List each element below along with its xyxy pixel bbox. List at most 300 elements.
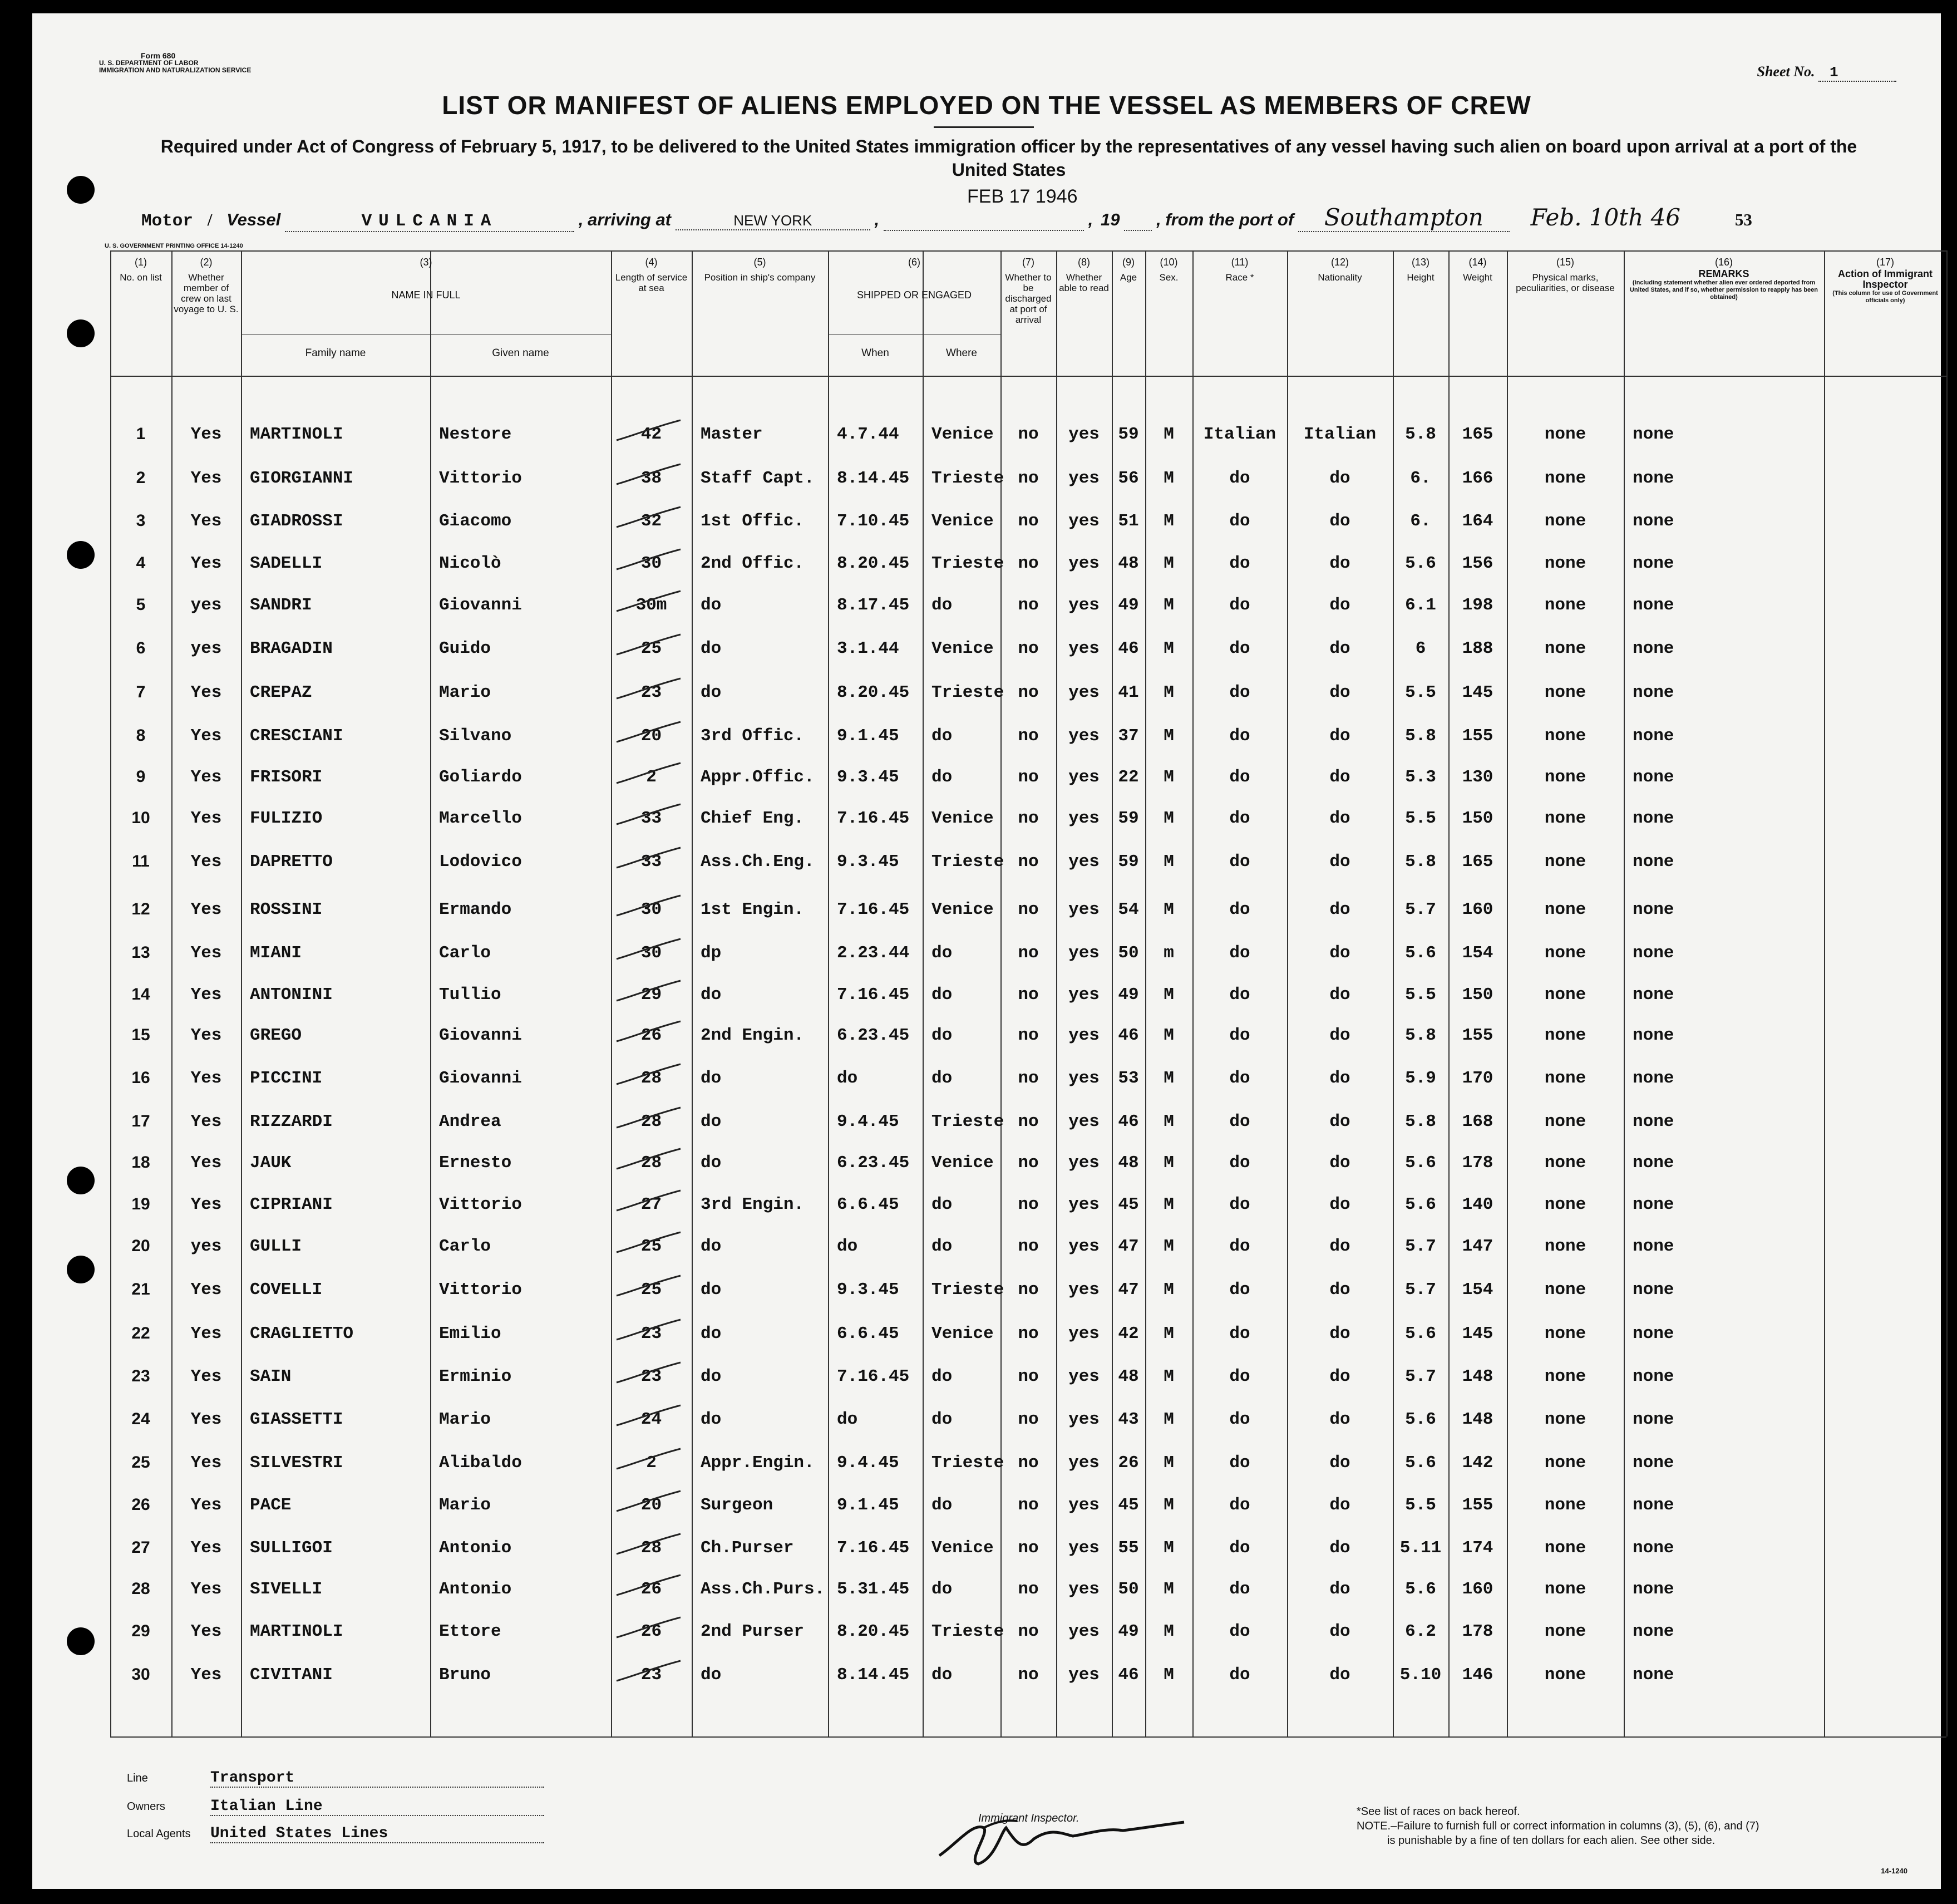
table-cell: Yes — [190, 683, 222, 702]
table-cell: 9.1.45 — [837, 1495, 899, 1515]
column-rule — [241, 250, 242, 1736]
form-identifier — [99, 52, 251, 74]
table-cell: none — [1544, 511, 1586, 531]
table-cell: Ass.Ch.Purs. — [701, 1580, 825, 1599]
table-cell: none — [1544, 900, 1586, 919]
table-cell: do — [1329, 1622, 1350, 1641]
column-label: NAME IN FULL — [391, 289, 461, 301]
column-rule — [828, 250, 829, 1736]
table-cell: ROSSINI — [250, 900, 323, 919]
pencil-check-mark — [614, 1490, 686, 1512]
column-rule — [923, 250, 924, 1736]
column-header — [613, 257, 689, 293]
table-cell: 7.16.45 — [837, 985, 910, 1005]
table-cell: M — [1164, 726, 1174, 746]
table-cell: 5.6 — [1405, 1410, 1436, 1429]
table-cell: yes — [1068, 1112, 1100, 1131]
table-cell: 9.1.45 — [837, 726, 899, 746]
punch-hole — [67, 1627, 95, 1655]
table-cell: do — [931, 1495, 953, 1515]
table-cell: do — [1229, 809, 1250, 828]
table-cell: none — [1633, 1622, 1674, 1641]
table-cell: no — [1018, 1538, 1039, 1558]
table-cell: GIASSETTI — [250, 1410, 343, 1429]
table-cell: none — [1633, 943, 1674, 963]
table-cell: Antonio — [439, 1538, 512, 1558]
table-cell: none — [1633, 1410, 1674, 1429]
table-cell: none — [1544, 1112, 1586, 1131]
table-cell: 7.16.45 — [837, 1367, 910, 1386]
table-cell: 56 — [1118, 469, 1139, 488]
table-cell: 165 — [1462, 852, 1493, 872]
column-label: Sex. — [1159, 272, 1179, 283]
column-note: (Including statement whether alien ever ordered deported from United States, and if so, whether permission to reapply has been obtained) — [1629, 279, 1818, 301]
table-cell: yes — [190, 596, 222, 615]
column-rule — [430, 250, 431, 1736]
table-cell: 2nd Offic. — [701, 554, 805, 573]
table-cell: 178 — [1462, 1622, 1493, 1641]
table-cell: 5.6 — [1405, 943, 1436, 963]
table-cell: 142 — [1462, 1453, 1493, 1473]
table-cell: Yes — [190, 943, 222, 963]
table-cell: 20 — [131, 1237, 150, 1255]
column-label: Action of Immigrant Inspector — [1838, 268, 1933, 290]
table-cell: do — [1229, 683, 1250, 702]
table-cell: Yes — [190, 469, 222, 488]
table-cell: no — [1018, 1453, 1039, 1473]
table-cell: Surgeon — [701, 1495, 773, 1515]
table-cell: none — [1544, 1622, 1586, 1641]
table-cell: none — [1633, 469, 1674, 488]
column-header — [1289, 257, 1391, 283]
title-divider — [934, 126, 1034, 128]
column-label: Age — [1120, 272, 1137, 283]
table-cell: 7.16.45 — [837, 900, 910, 919]
table-cell: Venice — [931, 639, 994, 658]
date-stamp: FEB 17 1946 — [967, 186, 1078, 207]
table-cell: 5.6 — [1405, 1324, 1436, 1344]
table-cell: Venice — [931, 1324, 994, 1344]
table-cell: 21 — [131, 1280, 150, 1298]
table-cell: Giacomo — [439, 511, 512, 531]
table-cell: 26 — [1118, 1453, 1139, 1473]
table-cell: 6.2 — [1405, 1622, 1436, 1641]
table-cell: 9.3.45 — [837, 1280, 899, 1300]
table-cell: 150 — [1462, 809, 1493, 828]
table-cell: 55 — [1118, 1538, 1139, 1558]
column-header — [1114, 257, 1143, 283]
table-cell: do — [1229, 1324, 1250, 1344]
table-cell: none — [1544, 1538, 1586, 1558]
table-cell: none — [1544, 1237, 1586, 1256]
table-cell: Yes — [190, 852, 222, 872]
table-cell: yes — [1068, 425, 1100, 444]
table-cell: yes — [1068, 1237, 1100, 1256]
table-cell: do — [1229, 1153, 1250, 1173]
table-cell: 5.9 — [1405, 1069, 1436, 1088]
table-cell: yes — [1068, 1280, 1100, 1300]
table-cell: do — [1229, 1453, 1250, 1473]
table-cell: 32 — [640, 511, 662, 531]
table-cell: no — [1018, 683, 1039, 702]
table-cell: Giovanni — [439, 1069, 522, 1088]
table-rule — [110, 376, 1946, 377]
punch-hole — [67, 1167, 95, 1194]
table-cell: no — [1018, 1580, 1039, 1599]
table-cell: M — [1164, 1622, 1174, 1641]
table-cell: yes — [1068, 1410, 1100, 1429]
table-cell: 33 — [640, 852, 662, 872]
table-cell: no — [1018, 1665, 1039, 1685]
punch-hole — [67, 1256, 95, 1283]
table-cell: CRESCIANI — [250, 726, 343, 746]
table-cell: no — [1018, 943, 1039, 963]
table-cell: M — [1164, 1495, 1174, 1515]
table-cell: Trieste — [931, 1622, 1004, 1641]
table-cell: 23 — [640, 1665, 662, 1685]
pencil-check-mark — [614, 762, 686, 784]
table-cell: M — [1164, 1665, 1174, 1685]
table-cell: Yes — [190, 767, 222, 787]
table-cell: do — [931, 767, 953, 787]
table-cell: 5.3 — [1405, 767, 1436, 787]
table-cell: 170 — [1462, 1069, 1493, 1088]
table-cell: yes — [1068, 726, 1100, 746]
table-cell: do — [1329, 943, 1350, 963]
table-cell: 6. — [1410, 511, 1431, 531]
table-cell: 17 — [131, 1112, 150, 1130]
table-cell: none — [1633, 1237, 1674, 1256]
table-cell: 30 — [640, 900, 662, 919]
form-number: Form 680 — [141, 51, 176, 60]
page-title: LIST OR MANIFEST OF ALIENS EMPLOYED ON THE VESSEL AS MEMBERS OF CREW — [442, 91, 1531, 120]
table-cell: 8 — [136, 726, 146, 745]
table-cell: none — [1544, 1026, 1586, 1045]
table-cell: Yes — [190, 1112, 222, 1131]
table-cell: yes — [1068, 1069, 1100, 1088]
table-cell: 155 — [1462, 1495, 1493, 1515]
table-cell: none — [1544, 1195, 1586, 1214]
table-cell: none — [1544, 1453, 1586, 1473]
table-cell: Yes — [190, 809, 222, 828]
table-cell: do — [1329, 1112, 1350, 1131]
table-cell: Venice — [931, 1153, 994, 1173]
table-cell: Trieste — [931, 683, 1004, 702]
table-cell: 30m — [635, 596, 667, 615]
table-cell: Marcello — [439, 809, 522, 828]
table-cell: 5.8 — [1405, 852, 1436, 872]
table-cell: 48 — [1118, 554, 1139, 573]
table-cell: M — [1164, 425, 1174, 444]
column-number: (10) — [1160, 257, 1178, 268]
table-cell: 28 — [640, 1538, 662, 1558]
table-cell: do — [701, 1069, 722, 1088]
table-cell: M — [1164, 511, 1174, 531]
table-cell: yes — [1068, 596, 1100, 615]
table-cell: 2nd Purser — [701, 1622, 805, 1641]
table-cell: do — [1229, 900, 1250, 919]
table-cell: do — [701, 1324, 722, 1344]
table-cell: M — [1164, 1410, 1174, 1429]
table-cell: yes — [1068, 943, 1100, 963]
table-cell: do — [1229, 596, 1250, 615]
table-cell: Emilio — [439, 1324, 501, 1344]
table-cell: M — [1164, 1538, 1174, 1558]
column-label: Race * — [1225, 272, 1254, 283]
column-label: No. on list — [120, 272, 162, 283]
table-cell: M — [1164, 1153, 1174, 1173]
table-cell: 23 — [131, 1367, 150, 1385]
table-cell: 46 — [1118, 1665, 1139, 1685]
table-cell: MARTINOLI — [250, 425, 343, 444]
table-cell: Alibaldo — [439, 1453, 522, 1473]
table-cell: SILVESTRI — [250, 1453, 343, 1473]
table-cell: dp — [701, 943, 722, 963]
table-cell: Yes — [190, 900, 222, 919]
table-cell: 147 — [1462, 1237, 1493, 1256]
table-cell: 160 — [1462, 1580, 1493, 1599]
column-number: (15) — [1556, 257, 1574, 268]
pencil-check-mark — [614, 1404, 686, 1426]
table-cell: yes — [1068, 767, 1100, 787]
table-cell: CIVITANI — [250, 1665, 333, 1685]
table-cell: 30 — [131, 1665, 150, 1684]
table-cell: 6.6.45 — [837, 1324, 899, 1344]
table-cell: 2nd Engin. — [701, 1026, 805, 1045]
column-number: (7) — [1022, 257, 1034, 268]
table-cell: Yes — [190, 511, 222, 531]
table-cell: 28 — [640, 1112, 662, 1131]
table-cell: none — [1633, 1026, 1674, 1045]
table-cell: do — [1229, 767, 1250, 787]
table-cell: none — [1633, 767, 1674, 787]
column-label: SHIPPED OR ENGAGED — [856, 289, 972, 301]
table-cell: M — [1164, 1453, 1174, 1473]
table-cell: do — [1329, 852, 1350, 872]
table-cell: 51 — [1118, 511, 1139, 531]
table-cell: do — [931, 985, 953, 1005]
table-cell: do — [701, 985, 722, 1005]
table-cell: do — [931, 1367, 953, 1386]
table-cell: Yes — [190, 726, 222, 746]
table-cell: 6.23.45 — [837, 1026, 910, 1045]
column-header — [1451, 257, 1505, 283]
table-cell: Venice — [931, 1538, 994, 1558]
table-cell: 5 — [136, 596, 146, 614]
table-cell: 2 — [136, 469, 146, 487]
departure-port: Southampton — [1298, 204, 1510, 232]
table-cell: no — [1018, 1367, 1039, 1386]
table-cell: do — [931, 1195, 953, 1214]
table-cell: no — [1018, 900, 1039, 919]
table-cell: 5.7 — [1405, 900, 1436, 919]
table-cell: yes — [1068, 683, 1100, 702]
column-header — [1826, 257, 1944, 304]
table-cell: 1st Offic. — [701, 511, 805, 531]
table-cell: 5.5 — [1405, 809, 1436, 828]
table-cell: do — [1229, 1538, 1250, 1558]
table-cell: yes — [1068, 1495, 1100, 1515]
vessel-name: VULCANIA — [285, 211, 574, 232]
table-cell: 178 — [1462, 1153, 1493, 1173]
table-cell: 49 — [1118, 596, 1139, 615]
table-cell: do — [1329, 1453, 1350, 1473]
table-cell: Yes — [190, 1538, 222, 1558]
table-cell: Yes — [190, 1495, 222, 1515]
table-cell: 29 — [640, 985, 662, 1005]
table-cell: yes — [1068, 1538, 1100, 1558]
table-cell: 174 — [1462, 1538, 1493, 1558]
table-cell: 4.7.44 — [837, 425, 899, 444]
table-cell: Venice — [931, 425, 994, 444]
table-cell: do — [931, 1026, 953, 1045]
table-cell: SANDRI — [250, 596, 312, 615]
table-cell: no — [1018, 1026, 1039, 1045]
table-cell: PICCINI — [250, 1069, 323, 1088]
table-cell: M — [1164, 1195, 1174, 1214]
table-cell: Master — [701, 425, 763, 444]
table-cell: none — [1544, 726, 1586, 746]
table-cell: 24 — [131, 1410, 150, 1428]
column-number: (13) — [1411, 257, 1429, 268]
column-label: Whether member of crew on last voyage to U. S. — [174, 272, 239, 314]
table-cell: do — [1329, 1324, 1350, 1344]
table-cell: 9.4.45 — [837, 1453, 899, 1473]
table-cell: Mario — [439, 1495, 491, 1515]
pencil-check-mark — [614, 1318, 686, 1341]
table-cell: 30 — [640, 554, 662, 573]
table-cell: 49 — [1118, 1622, 1139, 1641]
table-cell: do — [1329, 554, 1350, 573]
owners-value: Italian Line — [210, 1798, 544, 1816]
table-cell: Venice — [931, 809, 994, 828]
table-cell: none — [1633, 852, 1674, 872]
table-cell: none — [1633, 809, 1674, 828]
column-rule — [1946, 250, 1948, 1736]
table-cell: 30 — [640, 943, 662, 963]
table-cell: none — [1633, 1538, 1674, 1558]
table-cell: SIVELLI — [250, 1580, 323, 1599]
table-cell: do — [1229, 1280, 1250, 1300]
table-cell: Nestore — [439, 425, 512, 444]
table-cell: none — [1544, 809, 1586, 828]
table-cell: 156 — [1462, 554, 1493, 573]
table-cell: 23 — [640, 683, 662, 702]
table-cell: none — [1633, 985, 1674, 1005]
table-cell: CIPRIANI — [250, 1195, 333, 1214]
printing-office: U. S. GOVERNMENT PRINTING OFFICE 14-1240 — [105, 243, 243, 249]
table-cell: do — [701, 1153, 722, 1173]
table-cell: no — [1018, 1622, 1039, 1641]
table-cell: 164 — [1462, 511, 1493, 531]
table-cell: 188 — [1462, 639, 1493, 658]
pencil-check-mark — [614, 677, 686, 700]
table-cell: ANTONINI — [250, 985, 333, 1005]
pencil-check-mark — [614, 1020, 686, 1042]
table-cell: 48 — [1118, 1153, 1139, 1173]
table-cell: no — [1018, 767, 1039, 787]
table-cell: yes — [1068, 1324, 1100, 1344]
table-cell: Ernesto — [439, 1153, 512, 1173]
table-cell: none — [1633, 1367, 1674, 1386]
table-cell: 155 — [1462, 726, 1493, 746]
form-department: U. S. DEPARTMENT OF LABOR — [99, 59, 199, 67]
pencil-check-mark — [614, 1063, 686, 1085]
column-header — [174, 257, 239, 314]
table-cell: do — [1229, 639, 1250, 658]
table-cell: do — [701, 683, 722, 702]
pencil-check-mark — [614, 590, 686, 612]
table-cell: Yes — [190, 1153, 222, 1173]
table-cell: do — [1229, 985, 1250, 1005]
table-cell: do — [1329, 985, 1350, 1005]
table-cell: 26 — [640, 1580, 662, 1599]
table-cell: Erminio — [439, 1367, 512, 1386]
table-cell: 145 — [1462, 683, 1493, 702]
column-label: Physical marks, peculiarities, or disease — [1516, 272, 1615, 293]
table-cell: 8.14.45 — [837, 1665, 910, 1685]
table-cell: do — [1329, 1026, 1350, 1045]
pencil-check-mark — [614, 419, 686, 441]
table-cell: SAIN — [250, 1367, 292, 1386]
table-cell: Ass.Ch.Eng. — [701, 852, 815, 872]
table-cell: no — [1018, 639, 1039, 658]
table-cell: Carlo — [439, 943, 491, 963]
table-cell: 5.6 — [1405, 1195, 1436, 1214]
table-cell: 50 — [1118, 1580, 1139, 1599]
table-cell: M — [1164, 1112, 1174, 1131]
table-cell: 47 — [1118, 1237, 1139, 1256]
table-cell: none — [1544, 943, 1586, 963]
table-cell: 16 — [131, 1069, 150, 1087]
table-rule — [110, 250, 1946, 252]
pencil-check-mark — [614, 1574, 686, 1596]
pencil-check-mark — [614, 1189, 686, 1212]
table-cell: 7.16.45 — [837, 809, 910, 828]
column-header — [1003, 257, 1054, 325]
table-cell: none — [1544, 554, 1586, 573]
table-cell: do — [1329, 1195, 1350, 1214]
table-cell: M — [1164, 683, 1174, 702]
table-cell: none — [1544, 683, 1586, 702]
table-cell: yes — [1068, 639, 1100, 658]
table-cell: no — [1018, 1069, 1039, 1088]
table-cell: 8.20.45 — [837, 683, 910, 702]
pencil-check-mark — [614, 938, 686, 960]
table-cell: 5.6 — [1405, 1580, 1436, 1599]
table-cell: none — [1544, 469, 1586, 488]
table-cell: 37 — [1118, 726, 1139, 746]
column-number: (8) — [1078, 257, 1090, 268]
table-cell: do — [1229, 554, 1250, 573]
line-value: Transport — [210, 1769, 544, 1788]
table-cell: yes — [1068, 1153, 1100, 1173]
pencil-check-mark — [614, 1231, 686, 1253]
table-cell: 4 — [136, 554, 146, 572]
table-cell: 41 — [1118, 683, 1139, 702]
table-cell: do — [1329, 1153, 1350, 1173]
pencil-check-mark — [614, 463, 686, 485]
table-cell: Nicolò — [439, 554, 501, 573]
table-cell: no — [1018, 1237, 1039, 1256]
table-cell: do — [701, 639, 722, 658]
table-cell: Yes — [190, 1069, 222, 1088]
table-cell: M — [1164, 1237, 1174, 1256]
pencil-check-mark — [614, 894, 686, 917]
table-cell: Giovanni — [439, 1026, 522, 1045]
table-cell: 49 — [1118, 985, 1139, 1005]
table-cell: 5.8 — [1405, 726, 1436, 746]
